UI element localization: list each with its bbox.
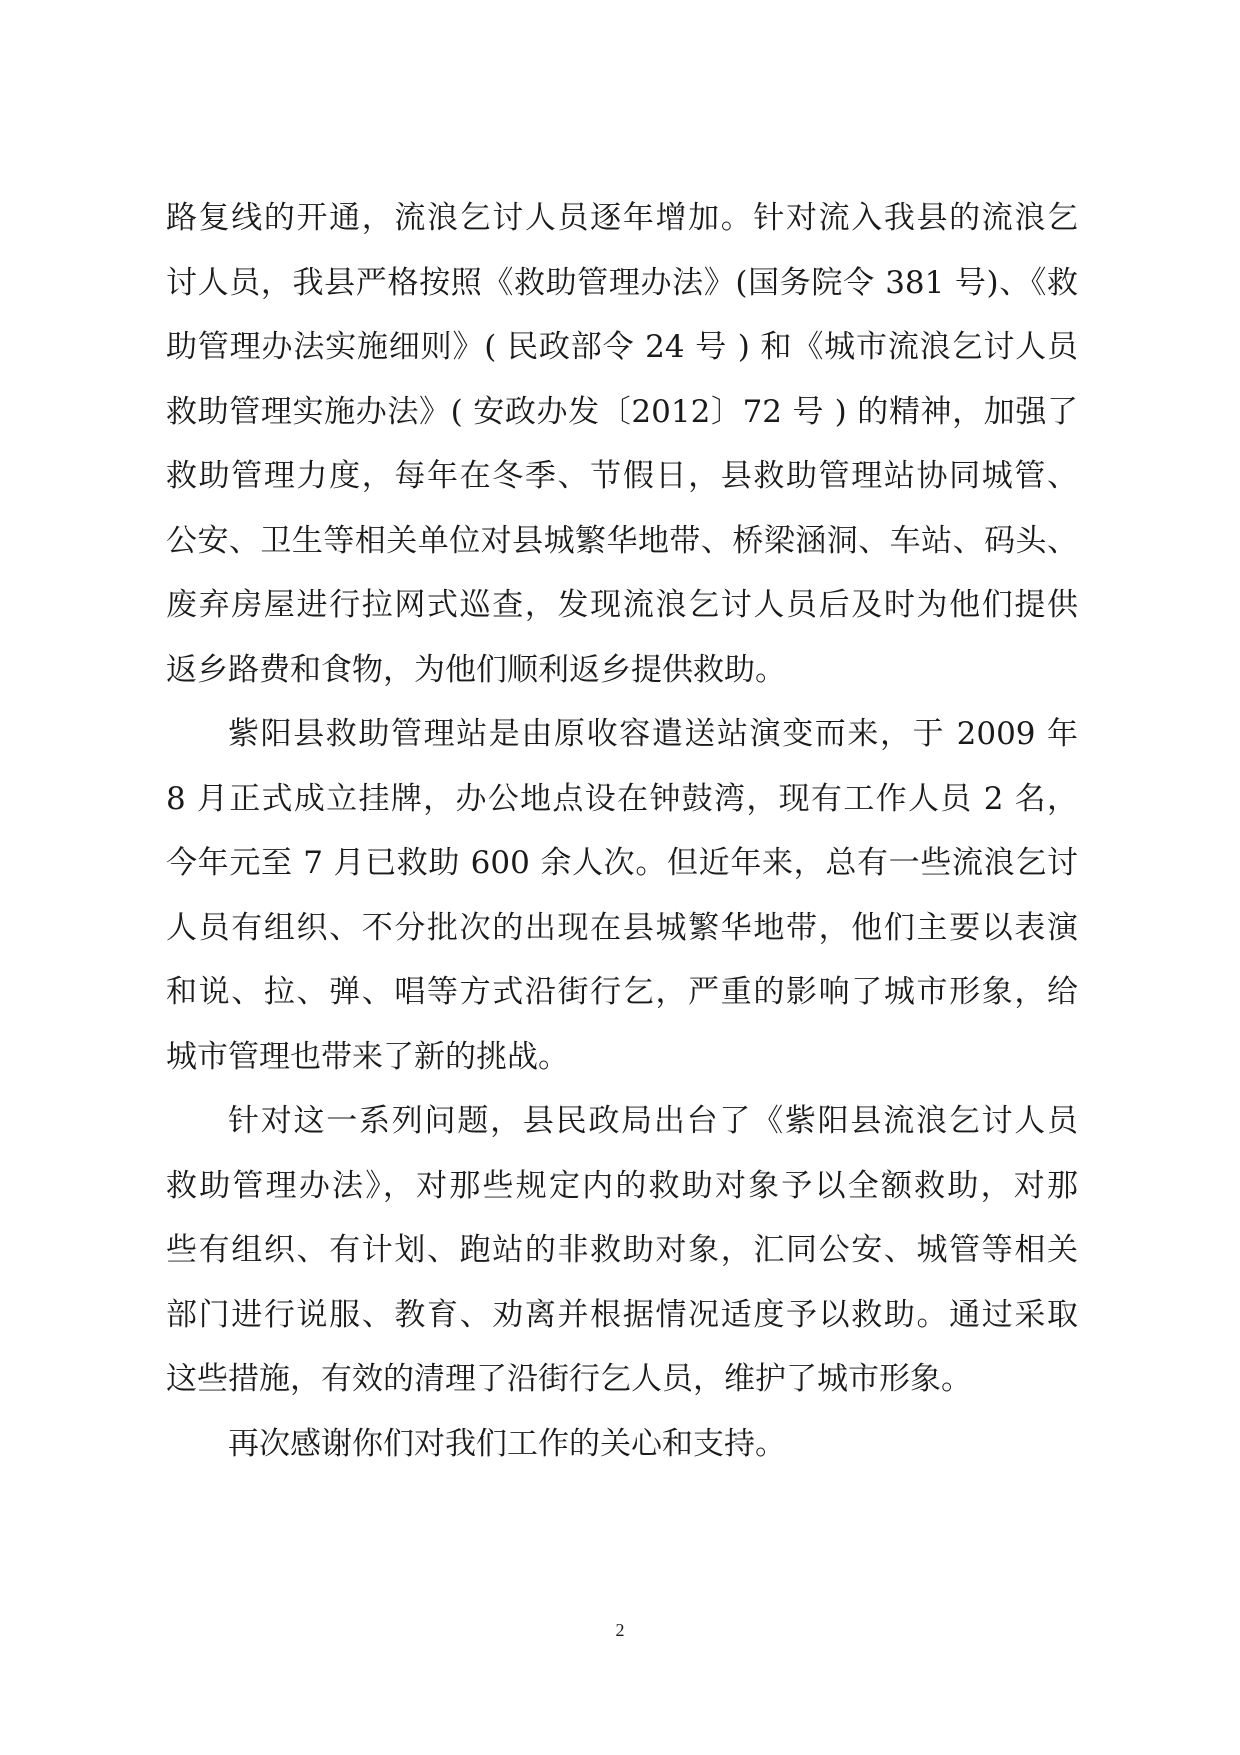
text-line: 再次感谢你们对我们工作的关心和支持。 xyxy=(228,1425,786,1462)
text-line: 救助管理实施办法》( 安政办发〔2012〕72 号 ) 的精神，加强了 xyxy=(166,393,1078,430)
text-line: 今年元至 7 月已救助 600 余人次。但近年来，总有一些流浪乞讨 xyxy=(166,845,1078,881)
text-line: 紫阳县救助管理站是由原收容遣送站演变而来，于 2009 年 xyxy=(228,716,1078,752)
paragraph-3 xyxy=(166,1089,1078,1412)
text-line: 城市管理也带来了新的挑战。 xyxy=(166,1038,569,1075)
text-line: 讨人员，我县严格按照《救助管理办法》(国务院令 381 号)、《救 xyxy=(166,264,1078,301)
text-line: 这些措施，有效的清理了沿街行乞人员，维护了城市形象。 xyxy=(166,1361,972,1397)
text-line: 返乡路费和食物，为他们顺利返乡提供救助。 xyxy=(166,651,786,688)
text-line: 人员有组织、不分批次的出现在县城繁华地带，他们主要以表演 xyxy=(166,909,1078,946)
page-number: 2 xyxy=(615,1620,625,1640)
document-body xyxy=(166,186,1078,1476)
text-line: 针对这一系列问题，县民政局出台了《紫阳县流浪乞讨人员 xyxy=(228,1103,1078,1139)
paragraph-4 xyxy=(166,1412,1078,1477)
text-line: 和说、拉、弹、唱等方式沿街行乞，严重的影响了城市形象，给 xyxy=(166,974,1078,1010)
paragraph-1 xyxy=(166,186,1078,702)
text-line: 些有组织、有计划、跑站的非救助对象，汇同公安、城管等相关 xyxy=(166,1232,1078,1268)
text-line: 救助管理力度，每年在冬季、节假日，县救助管理站协同城管、 xyxy=(166,458,1078,494)
text-line: 路复线的开通，流浪乞讨人员逐年增加。针对流入我县的流浪乞 xyxy=(166,200,1078,236)
text-line: 部门进行说服、教育、劝离并根据情况适度予以救助。通过采取 xyxy=(166,1296,1078,1333)
text-line: 公安、卫生等相关单位对县城繁华地带、桥梁涵洞、车站、码头、 xyxy=(166,522,1078,559)
text-line: 助管理办法实施细则》( 民政部令 24 号 ) 和《城市流浪乞讨人员 xyxy=(166,329,1078,365)
text-line: 废弃房屋进行拉网式巡查，发现流浪乞讨人员后及时为他们提供 xyxy=(166,587,1078,623)
text-line: 8 月正式成立挂牌，办公地点设在钟鼓湾，现有工作人员 2 名， xyxy=(166,780,1078,817)
text-line: 救助管理办法》，对那些规定内的救助对象予以全额救助，对那 xyxy=(166,1167,1078,1204)
paragraph-2 xyxy=(166,702,1078,1089)
